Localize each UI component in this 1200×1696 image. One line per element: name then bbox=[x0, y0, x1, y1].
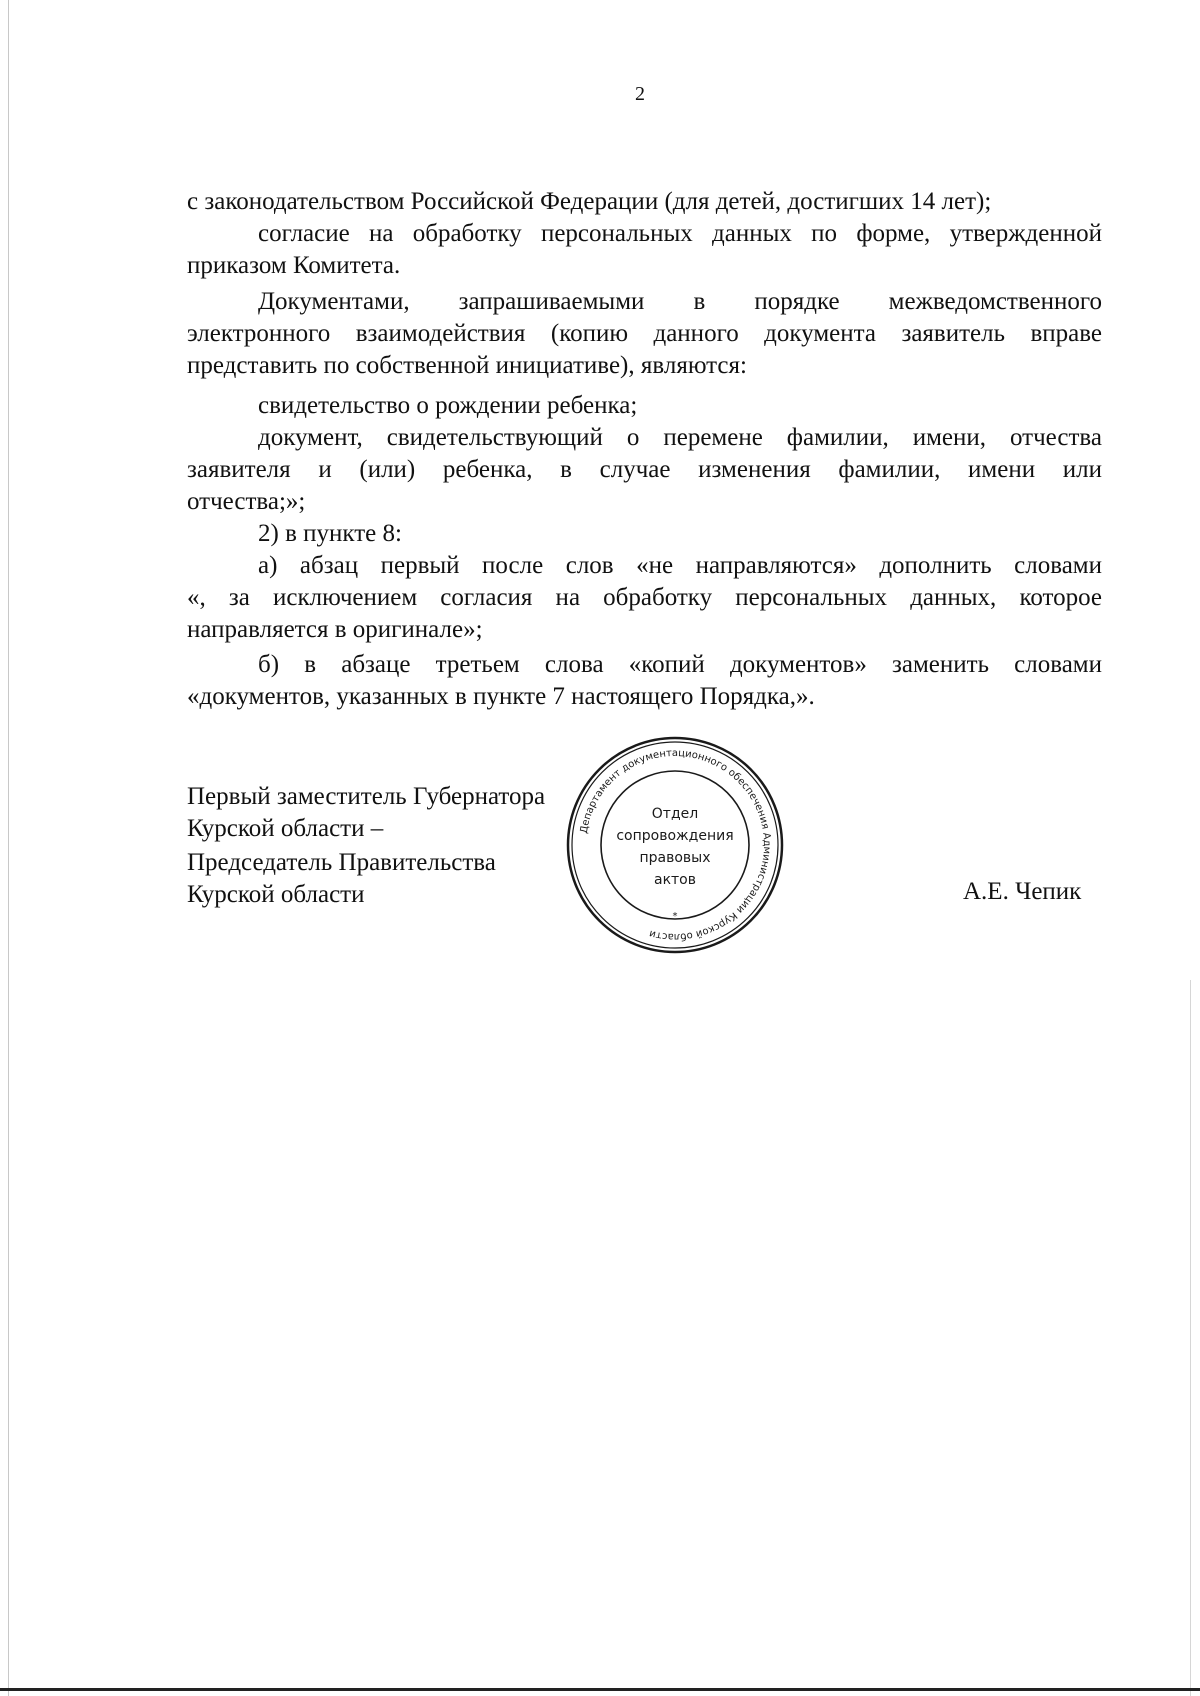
seal-star-icon: * bbox=[672, 911, 678, 922]
body-line: согласие на обработку персональных данных по форме, утвержденной bbox=[258, 220, 1102, 247]
body-line: представить по собственной инициативе), являются: bbox=[187, 352, 747, 379]
body-line: отчества;»; bbox=[187, 488, 306, 515]
body-line: Документами, запрашиваемыми в порядке межведомственного bbox=[258, 288, 1102, 315]
signer-position-line: Первый заместитель Губернатора bbox=[187, 783, 546, 810]
body-line: 2) в пункте 8: bbox=[258, 520, 402, 547]
seal-ring-text: Департамент документационного обеспечения Администрации Курской области bbox=[578, 747, 773, 943]
seal-inner-ring bbox=[601, 771, 749, 919]
body-line: а) абзац первый после слов «не направляются» дополнить словами bbox=[258, 552, 1102, 579]
signer-position-line: Курской области bbox=[187, 881, 365, 908]
body-line: «, за исключением согласия на обработку персональных данных, которое bbox=[187, 584, 1102, 611]
scan-right-edge bbox=[1190, 980, 1191, 1696]
signer-position-line: Курской области – bbox=[187, 815, 384, 842]
body-line: «документов, указанных в пункте 7 настоящего Порядка,». bbox=[187, 683, 815, 710]
signer-position-line: Председатель Правительства bbox=[187, 849, 496, 876]
seal-center-line: сопровождения bbox=[616, 828, 734, 844]
body-line: б) в абзаце третьем слова «копий документов» заменить словами bbox=[258, 651, 1102, 678]
body-line: свидетельство о рождении ребенка; bbox=[258, 392, 638, 419]
body-line: с законодательством Российской Федерации (для детей, достигших 14 лет); bbox=[187, 188, 992, 215]
seal-center-line: правовых bbox=[639, 850, 711, 866]
body-line: электронного взаимодействия (копию данного документа заявитель вправе bbox=[187, 320, 1102, 347]
signer-name: А.Е. Чепик bbox=[963, 878, 1082, 905]
official-seal-stamp bbox=[564, 734, 786, 956]
body-line: заявителя и (или) ребенка, в случае изменения фамилии, имени или bbox=[187, 456, 1102, 483]
body-line: приказом Комитета. bbox=[187, 252, 401, 279]
page-number: 2 bbox=[635, 83, 645, 105]
scan-bottom-edge bbox=[0, 1688, 1200, 1691]
seal-center-line: Отдел bbox=[651, 806, 699, 822]
body-line: документ, свидетельствующий о перемене фамилии, имени, отчества bbox=[258, 424, 1102, 451]
body-line: направляется в оригинале»; bbox=[187, 616, 483, 643]
scan-left-edge bbox=[8, 0, 9, 1696]
seal-center-line: актов bbox=[653, 872, 697, 888]
